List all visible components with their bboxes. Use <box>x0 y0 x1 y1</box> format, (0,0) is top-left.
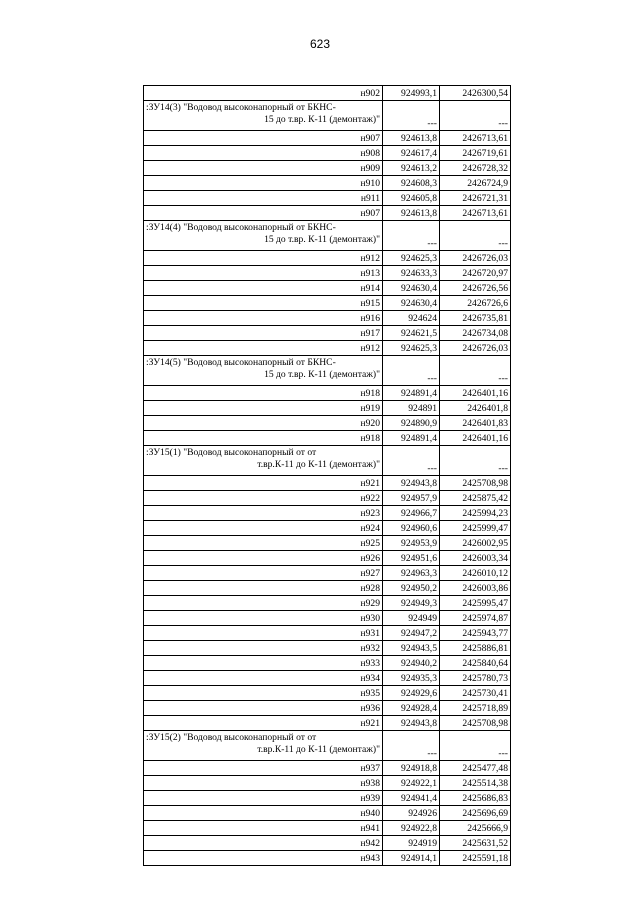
y-coordinate: 2425477,48 <box>440 761 511 776</box>
x-coordinate: 924993,1 <box>383 86 440 101</box>
table-row <box>144 641 511 656</box>
point-name: н933 <box>144 656 383 671</box>
point-name: н920 <box>144 416 383 431</box>
x-coordinate: 924949,3 <box>383 596 440 611</box>
x-coordinate: 924947,2 <box>383 626 440 641</box>
x-coordinate: 924605,8 <box>383 191 440 206</box>
x-coordinate: 924951,6 <box>383 551 440 566</box>
table-row <box>144 716 511 731</box>
table-row <box>144 776 511 791</box>
point-name: н918 <box>144 431 383 446</box>
x-coordinate: 924613,2 <box>383 161 440 176</box>
table-row <box>144 296 511 311</box>
table-row <box>144 596 511 611</box>
x-coordinate: 924918,8 <box>383 761 440 776</box>
x-coordinate: 924613,8 <box>383 131 440 146</box>
x-coordinate: 924963,3 <box>383 566 440 581</box>
y-coordinate: 2425974,87 <box>440 611 511 626</box>
y-coordinate: --- <box>440 101 511 131</box>
parcel-title-line1: :ЗУ15(1) "Водовод высоконапорный от от <box>146 447 317 458</box>
point-name: н937 <box>144 761 383 776</box>
point-name: н938 <box>144 776 383 791</box>
y-coordinate: --- <box>440 356 511 386</box>
y-coordinate: 2425875,42 <box>440 491 511 506</box>
y-coordinate: 2426720,97 <box>440 266 511 281</box>
parcel-title-line1: :ЗУ14(5) "Водовод высоконапорный от БКНС- <box>146 357 336 368</box>
x-coordinate: 924624 <box>383 311 440 326</box>
point-name: н926 <box>144 551 383 566</box>
y-coordinate: 2426726,56 <box>440 281 511 296</box>
point-name: н909 <box>144 161 383 176</box>
x-coordinate: 924617,4 <box>383 146 440 161</box>
parcel-title-line2: 15 до т.вр. К-11 (демонтаж)" <box>264 369 380 380</box>
y-coordinate: 2426726,03 <box>440 251 511 266</box>
table-row <box>144 656 511 671</box>
x-coordinate: 924914,1 <box>383 851 440 866</box>
parcel-title-line1: :ЗУ14(3) "Водовод высоконапорный от БКНС- <box>146 102 336 113</box>
table-row <box>144 701 511 716</box>
x-coordinate: 924929,6 <box>383 686 440 701</box>
y-coordinate: 2425631,52 <box>440 836 511 851</box>
table-row <box>144 266 511 281</box>
y-coordinate: 2425696,69 <box>440 806 511 821</box>
parcel-title <box>144 221 383 251</box>
point-name: н929 <box>144 596 383 611</box>
table-row <box>144 626 511 641</box>
table-row <box>144 686 511 701</box>
y-coordinate: 2426003,34 <box>440 551 511 566</box>
point-name: н907 <box>144 131 383 146</box>
y-coordinate: --- <box>440 221 511 251</box>
x-coordinate: 924891,4 <box>383 431 440 446</box>
y-coordinate: 2426401,16 <box>440 386 511 401</box>
y-coordinate: 2426721,31 <box>440 191 511 206</box>
table-row <box>144 386 511 401</box>
point-name: н918 <box>144 386 383 401</box>
y-coordinate: 2425999,47 <box>440 521 511 536</box>
y-coordinate: 2426713,61 <box>440 206 511 221</box>
point-name: н911 <box>144 191 383 206</box>
table-row <box>144 146 511 161</box>
point-name: н941 <box>144 821 383 836</box>
table-row <box>144 86 511 101</box>
point-name: н923 <box>144 506 383 521</box>
point-name: н908 <box>144 146 383 161</box>
y-coordinate: 2425708,98 <box>440 716 511 731</box>
table-row <box>144 401 511 416</box>
x-coordinate: 924613,8 <box>383 206 440 221</box>
point-name: н914 <box>144 281 383 296</box>
point-name: н936 <box>144 701 383 716</box>
parcel-header-row <box>144 356 511 386</box>
parcel-header-row <box>144 731 511 761</box>
point-name: н919 <box>144 401 383 416</box>
point-name: н939 <box>144 791 383 806</box>
x-coordinate: 924625,3 <box>383 251 440 266</box>
y-coordinate: 2426719,61 <box>440 146 511 161</box>
y-coordinate: --- <box>440 731 511 761</box>
point-name: н931 <box>144 626 383 641</box>
y-coordinate: --- <box>440 446 511 476</box>
parcel-title-line1: :ЗУ14(4) "Водовод высоконапорный от БКНС- <box>146 222 336 233</box>
point-name: н942 <box>144 836 383 851</box>
x-coordinate: 924608,3 <box>383 176 440 191</box>
table-row <box>144 611 511 626</box>
y-coordinate: 2426724,9 <box>440 176 511 191</box>
point-name: н928 <box>144 581 383 596</box>
point-name: н912 <box>144 341 383 356</box>
x-coordinate: 924943,8 <box>383 476 440 491</box>
y-coordinate: 2426003,86 <box>440 581 511 596</box>
point-name: н912 <box>144 251 383 266</box>
y-coordinate: 2426401,16 <box>440 431 511 446</box>
x-coordinate: --- <box>383 446 440 476</box>
table-row <box>144 566 511 581</box>
coordinates-table-body <box>144 86 511 866</box>
table-row <box>144 581 511 596</box>
point-name: н943 <box>144 851 383 866</box>
point-name: н922 <box>144 491 383 506</box>
point-name: н924 <box>144 521 383 536</box>
y-coordinate: 2425591,18 <box>440 851 511 866</box>
x-coordinate: 924625,3 <box>383 341 440 356</box>
y-coordinate: 2425780,73 <box>440 671 511 686</box>
x-coordinate: 924922,8 <box>383 821 440 836</box>
x-coordinate: --- <box>383 101 440 131</box>
x-coordinate: --- <box>383 221 440 251</box>
point-name: н902 <box>144 86 383 101</box>
table-row <box>144 176 511 191</box>
y-coordinate: 2426401,8 <box>440 401 511 416</box>
point-name: н930 <box>144 611 383 626</box>
y-coordinate: 2425718,89 <box>440 701 511 716</box>
table-row <box>144 311 511 326</box>
table-row <box>144 836 511 851</box>
x-coordinate: 924950,2 <box>383 581 440 596</box>
x-coordinate: 924891,4 <box>383 386 440 401</box>
x-coordinate: 924949 <box>383 611 440 626</box>
table-row <box>144 341 511 356</box>
y-coordinate: 2426002,95 <box>440 536 511 551</box>
table-row <box>144 806 511 821</box>
table-row <box>144 416 511 431</box>
y-coordinate: 2425840,64 <box>440 656 511 671</box>
x-coordinate: 924943,5 <box>383 641 440 656</box>
y-coordinate: 2425994,23 <box>440 506 511 521</box>
x-coordinate: 924940,2 <box>383 656 440 671</box>
parcel-header-row <box>144 101 511 131</box>
x-coordinate: 924966,7 <box>383 506 440 521</box>
y-coordinate: 2425995,47 <box>440 596 511 611</box>
x-coordinate: 924621,5 <box>383 326 440 341</box>
table-row <box>144 791 511 806</box>
x-coordinate: 924943,8 <box>383 716 440 731</box>
parcel-title-line2: т.вр.К-11 до К-11 (демонтаж)" <box>257 459 380 470</box>
y-coordinate: 2426726,6 <box>440 296 511 311</box>
point-name: н927 <box>144 566 383 581</box>
point-name: н917 <box>144 326 383 341</box>
point-name: н921 <box>144 476 383 491</box>
x-coordinate: 924953,9 <box>383 536 440 551</box>
x-coordinate: 924922,1 <box>383 776 440 791</box>
y-coordinate: 2425666,9 <box>440 821 511 836</box>
x-coordinate: 924630,4 <box>383 296 440 311</box>
y-coordinate: 2426401,83 <box>440 416 511 431</box>
y-coordinate: 2425686,83 <box>440 791 511 806</box>
y-coordinate: 2425730,41 <box>440 686 511 701</box>
table-row <box>144 161 511 176</box>
page-number: 623 <box>309 37 331 51</box>
table-row <box>144 851 511 866</box>
table-row <box>144 821 511 836</box>
point-name: н907 <box>144 206 383 221</box>
y-coordinate: 2426010,12 <box>440 566 511 581</box>
table-row <box>144 281 511 296</box>
y-coordinate: 2426300,54 <box>440 86 511 101</box>
point-name: н916 <box>144 311 383 326</box>
table-row <box>144 251 511 266</box>
x-coordinate: 924941,4 <box>383 791 440 806</box>
table-row <box>144 206 511 221</box>
x-coordinate: 924926 <box>383 806 440 821</box>
parcel-header-row <box>144 221 511 251</box>
table-row <box>144 491 511 506</box>
table-row <box>144 431 511 446</box>
y-coordinate: 2425514,38 <box>440 776 511 791</box>
coordinates-table <box>143 85 511 866</box>
parcel-title-line2: 15 до т.вр. К-11 (демонтаж)" <box>264 114 380 125</box>
point-name: н932 <box>144 641 383 656</box>
point-name: н934 <box>144 671 383 686</box>
table-row <box>144 131 511 146</box>
y-coordinate: 2426735,81 <box>440 311 511 326</box>
point-name: н935 <box>144 686 383 701</box>
x-coordinate: 924957,9 <box>383 491 440 506</box>
x-coordinate: 924928,4 <box>383 701 440 716</box>
x-coordinate: 924891 <box>383 401 440 416</box>
table-row <box>144 551 511 566</box>
table-row <box>144 536 511 551</box>
point-name: н910 <box>144 176 383 191</box>
y-coordinate: 2426734,08 <box>440 326 511 341</box>
x-coordinate: 924935,3 <box>383 671 440 686</box>
x-coordinate: --- <box>383 356 440 386</box>
table-row <box>144 761 511 776</box>
x-coordinate: 924960,6 <box>383 521 440 536</box>
table-row <box>144 671 511 686</box>
x-coordinate: 924630,4 <box>383 281 440 296</box>
y-coordinate: 2426728,32 <box>440 161 511 176</box>
y-coordinate: 2426726,03 <box>440 341 511 356</box>
point-name: н913 <box>144 266 383 281</box>
point-name: н921 <box>144 716 383 731</box>
parcel-title-line2: т.вр.К-11 до К-11 (демонтаж)" <box>257 744 380 755</box>
parcel-header-row <box>144 446 511 476</box>
x-coordinate: --- <box>383 731 440 761</box>
point-name: н925 <box>144 536 383 551</box>
table-row <box>144 476 511 491</box>
parcel-title <box>144 446 383 476</box>
y-coordinate: 2425886,81 <box>440 641 511 656</box>
parcel-title <box>144 356 383 386</box>
parcel-title <box>144 731 383 761</box>
x-coordinate: 924890,9 <box>383 416 440 431</box>
parcel-title-line1: :ЗУ15(2) "Водовод высоконапорный от от <box>146 732 317 743</box>
x-coordinate: 924919 <box>383 836 440 851</box>
table-row <box>144 326 511 341</box>
table-row <box>144 191 511 206</box>
table-row <box>144 506 511 521</box>
y-coordinate: 2425943,77 <box>440 626 511 641</box>
y-coordinate: 2426713,61 <box>440 131 511 146</box>
point-name: н940 <box>144 806 383 821</box>
table-row <box>144 521 511 536</box>
parcel-title <box>144 101 383 131</box>
point-name: н915 <box>144 296 383 311</box>
x-coordinate: 924633,3 <box>383 266 440 281</box>
y-coordinate: 2425708,98 <box>440 476 511 491</box>
parcel-title-line2: 15 до т.вр. К-11 (демонтаж)" <box>264 234 380 245</box>
